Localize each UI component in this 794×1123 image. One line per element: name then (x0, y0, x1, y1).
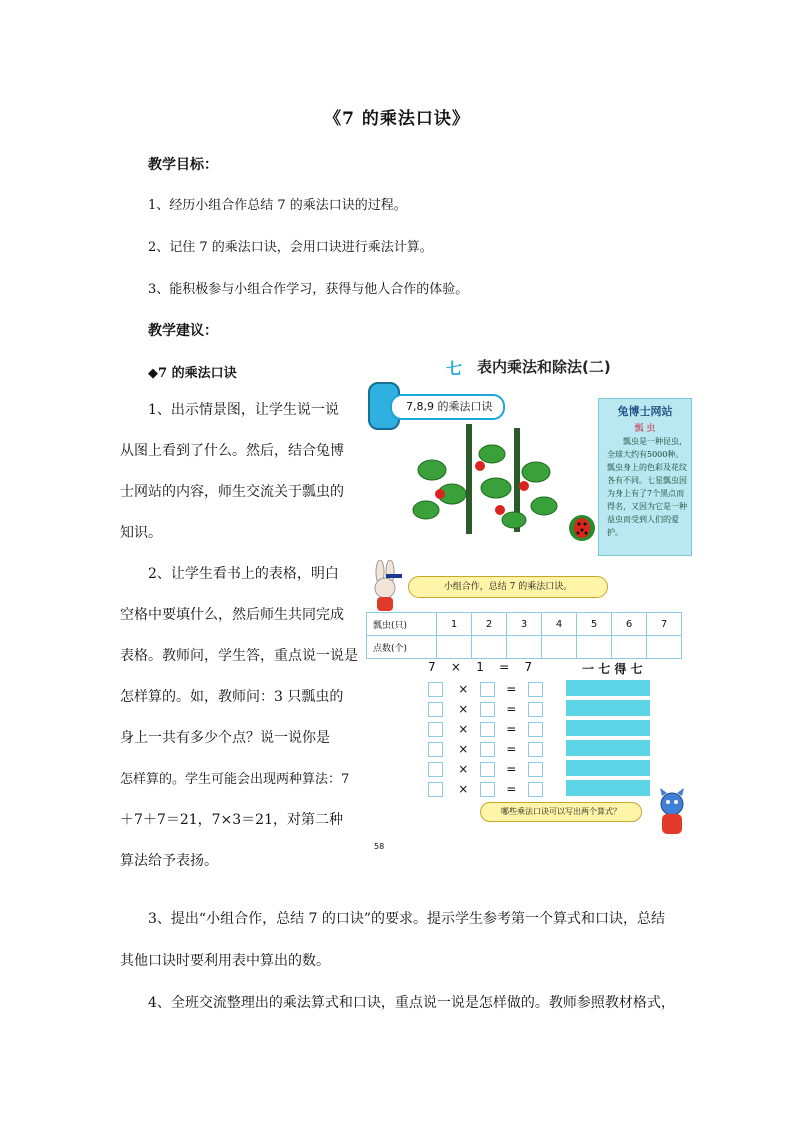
rhyme-blank-bar (566, 680, 650, 696)
rhyme-blank-bar (566, 740, 650, 756)
table-cell: 1 (437, 613, 472, 636)
left-line-3: 士网站的内容，师生交流关于瓢虫的 (120, 484, 344, 500)
web-info-box (598, 398, 692, 556)
paragraph-4-line-1: 4、全班交流整理出的乘法算式和口诀，重点说一说是怎样做的。教师参照教材格式， (148, 995, 675, 1011)
table-cell-empty (647, 636, 682, 659)
blank-equation: × = (428, 702, 543, 717)
left-line-10: 怎样算的。学生可能会出现两种算法：7 (120, 772, 350, 787)
goal-2: 2、记住 7 的乘法口诀，会用口诀进行乘法计算。 (148, 240, 433, 255)
left-line-11: ＋7＋7＝21，7×3＝21，对第二种 (120, 812, 343, 828)
table-cell-empty (437, 636, 472, 659)
table-cell-empty (577, 636, 612, 659)
table-cell: 5 (577, 613, 612, 636)
rhyme-blank-bar (566, 780, 650, 796)
vine-ladybug-illustration (396, 424, 596, 544)
ladybug-dot-table (366, 612, 682, 659)
table-cell-empty (507, 636, 542, 659)
table-cell-empty (472, 636, 507, 659)
table-cell: 2 (472, 613, 507, 636)
web-title: 兔博士网站 (617, 405, 673, 418)
table-cell-empty (612, 636, 647, 659)
left-line-12: 算法给予表扬。 (120, 853, 218, 869)
group-work-bubble: 小组合作，总结 7 的乘法口诀。 (408, 576, 608, 598)
left-column-text (120, 390, 358, 882)
left-line-9: 身上一共有多少个点？说一说你是 (120, 730, 330, 746)
page-number: 58 (374, 842, 385, 851)
section-heading: ◆7 的乘法口诀 (148, 366, 237, 381)
rabbit-icon (366, 560, 406, 612)
table-cell: 6 (612, 613, 647, 636)
blank-equation: × = (428, 762, 543, 777)
left-line-6: 空格中要填什么，然后师生共同完成 (120, 607, 344, 623)
table-cell: 3 (507, 613, 542, 636)
document-title: 《7 的乘法口诀》 (324, 109, 470, 129)
chapter-title: 表内乘法和除法(二) (477, 358, 611, 376)
left-line-4: 知识。 (120, 525, 162, 541)
table-cell: 7 (647, 613, 682, 636)
paragraph-3-line-1: 3、提出“小组合作，总结 7 的口诀”的要求。提示学生参考第一个算式和口诀，总结 (148, 911, 666, 927)
rhyme-blank-bar (566, 700, 650, 716)
question-bubble: 哪些乘法口诀可以写出两个算式？ (480, 802, 642, 822)
table-cell: 4 (542, 613, 577, 636)
goals-heading: 教学目标： (148, 157, 218, 173)
blank-equation: × = (428, 722, 543, 737)
paragraph-3-line-2: 其他口诀时要利用表中算出的数。 (120, 953, 330, 969)
left-line-8: 怎样算的。如，教师问：3 只瓢虫的 (120, 689, 344, 705)
left-line-7: 表格。教师问，学生答，重点说一说是 (120, 648, 358, 664)
lesson-pill: 7,8,9 的乘法口诀 (390, 394, 505, 420)
goal-3: 3、能积极参与小组合作学习，获得与他人合作的体验。 (148, 282, 469, 297)
chapter-number: 七 (446, 359, 463, 378)
blank-equation: × = (428, 782, 543, 797)
web-text: 瓢虫是一种昆虫，全球大约有5000种。瓢虫身上的色彩及花纹各有不同。七星瓢虫因为身上有了7个黑点而得名，又因为它是一种益虫而受到人们的爱护。 (607, 437, 687, 537)
goal-1: 1、经历小组合作总结 7 的乘法口诀的过程。 (148, 198, 407, 213)
eq-equals: = (499, 660, 510, 674)
rhyme-blank-bar (566, 720, 650, 736)
rhyme-blank-bar (566, 760, 650, 776)
left-line-2: 从图上看到了什么。然后，结合兔博 (120, 443, 344, 459)
web-subtitle: 瓢 虫 (634, 424, 656, 434)
eq-times: × (450, 660, 461, 674)
left-line-1: 1、出示情景图，让学生说一说 (148, 402, 339, 418)
eq-operand: 1 (476, 660, 484, 674)
first-rhyme: 一 七 得 七 (582, 662, 643, 676)
textbook-page (362, 348, 692, 858)
eq-result: 7 (524, 660, 533, 674)
first-equation (428, 660, 532, 674)
table-cell-empty (542, 636, 577, 659)
table-row-head: 瓢虫(只) (367, 613, 437, 636)
advice-heading: 教学建议： (148, 323, 218, 339)
left-line-5: 2、让学生看书上的表格，明白 (148, 566, 339, 582)
blank-equation: × = (428, 742, 543, 757)
blank-equation: × = (428, 682, 543, 697)
cat-icon (652, 788, 692, 840)
eq-operand: 7 (428, 660, 436, 674)
table-row-head: 点数(个) (367, 636, 437, 659)
